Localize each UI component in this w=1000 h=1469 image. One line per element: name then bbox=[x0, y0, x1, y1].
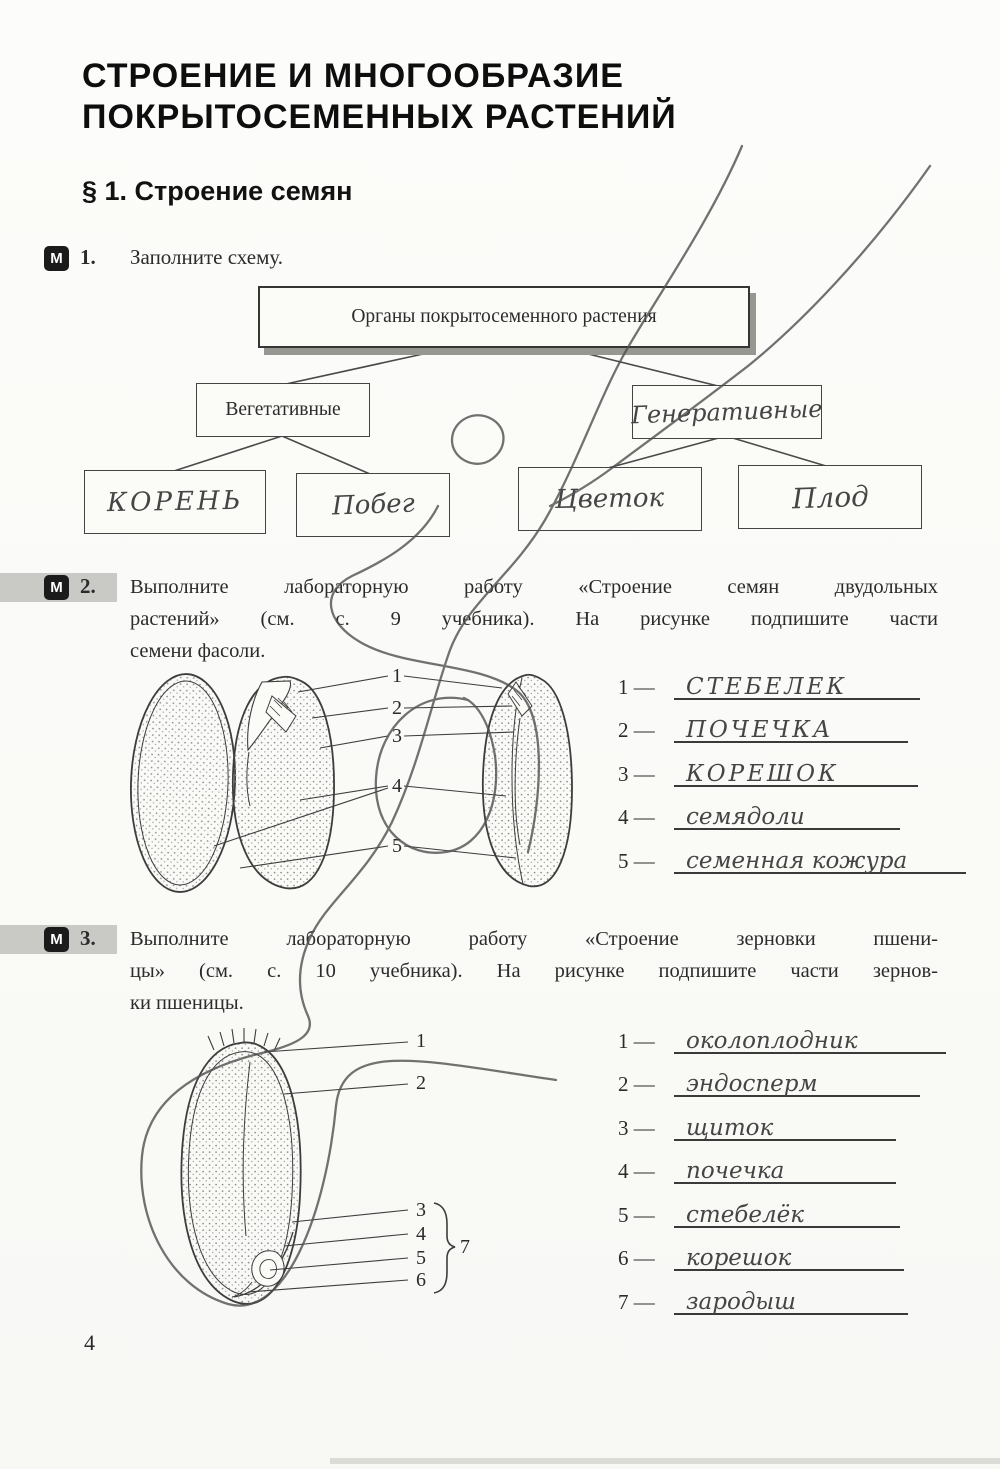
page-number: 4 bbox=[84, 1330, 95, 1355]
task3-prompt bbox=[130, 924, 938, 1020]
answer-blank bbox=[674, 1155, 896, 1184]
answer-blank bbox=[674, 714, 908, 743]
answer-blank bbox=[674, 1286, 908, 1315]
brace-icon bbox=[434, 1203, 455, 1293]
answer-row bbox=[618, 830, 966, 874]
figure-wheat-grain bbox=[181, 1028, 455, 1304]
scheme-branch-generative bbox=[632, 385, 822, 439]
scheme-root-label: Органы покрытосеменного растения bbox=[351, 306, 657, 327]
scheme-leaf-fruit bbox=[738, 465, 922, 529]
answer-number: 3 — bbox=[618, 761, 655, 786]
task2-prompt bbox=[130, 572, 938, 668]
task-number: 2. bbox=[80, 574, 96, 598]
task3-answers bbox=[618, 1010, 946, 1315]
answer-blank bbox=[674, 758, 918, 787]
handwritten-answer: почечка bbox=[686, 1158, 785, 1184]
handwritten-leaf-label: Цветок bbox=[555, 483, 665, 515]
bean-seed-left bbox=[127, 672, 239, 893]
answer-blank bbox=[674, 1068, 920, 1097]
answer-number: 2 — bbox=[618, 718, 655, 742]
callout-number: 7 bbox=[460, 1236, 470, 1258]
answer-row bbox=[618, 1054, 946, 1098]
handwritten-answer: околоплодник bbox=[686, 1027, 858, 1054]
answer-blank bbox=[674, 1025, 946, 1054]
scheme-leaf-shoot bbox=[296, 473, 450, 537]
answer-blank bbox=[674, 671, 920, 700]
handwritten-answer: эндосперм bbox=[686, 1071, 818, 1097]
prompt-line: цы» (см. с. 10 учебника). На рисунке подпишите части зернов- bbox=[130, 959, 938, 982]
answer-number: 1 — bbox=[618, 674, 655, 699]
figure-bean-seeds bbox=[127, 672, 572, 893]
scheme-branch-vegetative-label: Вегетативные bbox=[225, 399, 341, 420]
title-line-1: СТРОЕНИЕ И МНОГООБРАЗИЕ bbox=[82, 57, 624, 95]
answer-blank bbox=[674, 1199, 900, 1228]
handwritten-answer: семядоли bbox=[686, 804, 805, 830]
bean-seed-right bbox=[483, 675, 572, 887]
answer-number: 4 — bbox=[618, 1159, 655, 1183]
prompt-line: Выполните лабораторную работу «Строение семян двудольных bbox=[130, 576, 938, 598]
bean-seed-middle bbox=[233, 677, 334, 889]
scheme-root-box bbox=[258, 286, 750, 348]
answer-number: 5 — bbox=[618, 1202, 655, 1227]
handwritten-leaf-label: Плод bbox=[791, 479, 869, 515]
handwritten-answer: КОРЕШОК bbox=[686, 760, 839, 787]
prompt-line: растений» (см. с. 9 учебника). На рисунке подпишите части bbox=[130, 607, 938, 630]
handwritten-answer: зародыш bbox=[686, 1288, 796, 1315]
answer-row bbox=[618, 787, 966, 831]
task-number: 1. bbox=[80, 245, 96, 269]
callout-number: 3 bbox=[392, 725, 402, 747]
callout-number: 4 bbox=[392, 775, 402, 797]
answer-row bbox=[618, 656, 966, 700]
answer-blank bbox=[674, 845, 966, 874]
callout-number: 4 bbox=[416, 1223, 426, 1245]
handwritten-branch-label: Генеративные bbox=[630, 394, 824, 430]
scribble-stroke bbox=[331, 506, 539, 852]
callout-number: 1 bbox=[392, 665, 402, 687]
workbook-title bbox=[82, 56, 677, 139]
handwritten-answer: корешок bbox=[686, 1245, 792, 1271]
scheme-leaf-root bbox=[84, 470, 266, 534]
callout-number: 6 bbox=[416, 1269, 426, 1291]
handwritten-answer: щиток bbox=[686, 1114, 774, 1141]
scheme-leaf-flower bbox=[518, 467, 702, 531]
answer-blank bbox=[674, 801, 900, 830]
answer-number: 6 — bbox=[618, 1246, 655, 1270]
callout-number: 1 bbox=[416, 1030, 426, 1052]
answer-row bbox=[618, 1010, 946, 1054]
answer-row bbox=[618, 1271, 946, 1315]
answer-row bbox=[618, 1228, 946, 1272]
section-heading: § 1. Строение семян bbox=[82, 176, 353, 206]
answer-row bbox=[618, 743, 966, 787]
methodical-marker-icon: М bbox=[44, 927, 69, 952]
callout-number: 2 bbox=[392, 697, 402, 719]
answer-blank bbox=[674, 1112, 896, 1141]
scribble-stroke bbox=[452, 415, 503, 464]
bean-callout-lines bbox=[214, 676, 516, 868]
answer-number: 5 — bbox=[618, 848, 655, 873]
scan-edge-artifact bbox=[330, 1458, 1000, 1464]
handwritten-answer: стебелёк bbox=[686, 1201, 804, 1228]
answer-row bbox=[618, 1141, 946, 1185]
answer-blank bbox=[674, 1242, 904, 1271]
prompt-line: Выполните лабораторную работу «Строение зерновки пшени- bbox=[130, 928, 938, 950]
answer-row bbox=[618, 1097, 946, 1141]
methodical-marker-icon: М bbox=[44, 575, 69, 600]
handwritten-answer: ПОЧЕЧКА bbox=[686, 717, 834, 743]
task-number: 3. bbox=[80, 926, 96, 950]
handwritten-leaf-label: КОРЕНЬ bbox=[106, 485, 244, 519]
scheme-branch-vegetative bbox=[196, 383, 370, 437]
callout-number: 5 bbox=[416, 1247, 426, 1269]
task1-prompt: Заполните схему. bbox=[130, 245, 284, 269]
answer-number: 1 — bbox=[618, 1028, 655, 1053]
wheat-hairs bbox=[208, 1028, 280, 1051]
answer-number: 7 — bbox=[618, 1289, 655, 1314]
methodical-marker-icon: М bbox=[44, 246, 69, 271]
answer-row bbox=[618, 1184, 946, 1228]
prompt-line: семени фасоли. bbox=[130, 639, 266, 662]
callout-number: 2 bbox=[416, 1072, 426, 1094]
handwritten-leaf-label: Побег bbox=[331, 488, 415, 522]
handwritten-answer: СТЕБЕЛЕК bbox=[686, 673, 848, 700]
answer-number: 2 — bbox=[618, 1072, 655, 1096]
task2-answers bbox=[618, 656, 966, 874]
callout-number: 3 bbox=[416, 1199, 426, 1221]
answer-row bbox=[618, 700, 966, 744]
answer-number: 4 — bbox=[618, 805, 655, 829]
prompt-line: ки пшеницы. bbox=[130, 991, 244, 1014]
wheat-callout-lines bbox=[248, 1042, 408, 1292]
answer-number: 3 — bbox=[618, 1115, 655, 1140]
callout-number: 5 bbox=[392, 835, 402, 857]
handwritten-answer: семенная кожура bbox=[686, 847, 908, 874]
title-line-2: ПОКРЫТОСЕМЕННЫХ РАСТЕНИЙ bbox=[82, 98, 677, 137]
